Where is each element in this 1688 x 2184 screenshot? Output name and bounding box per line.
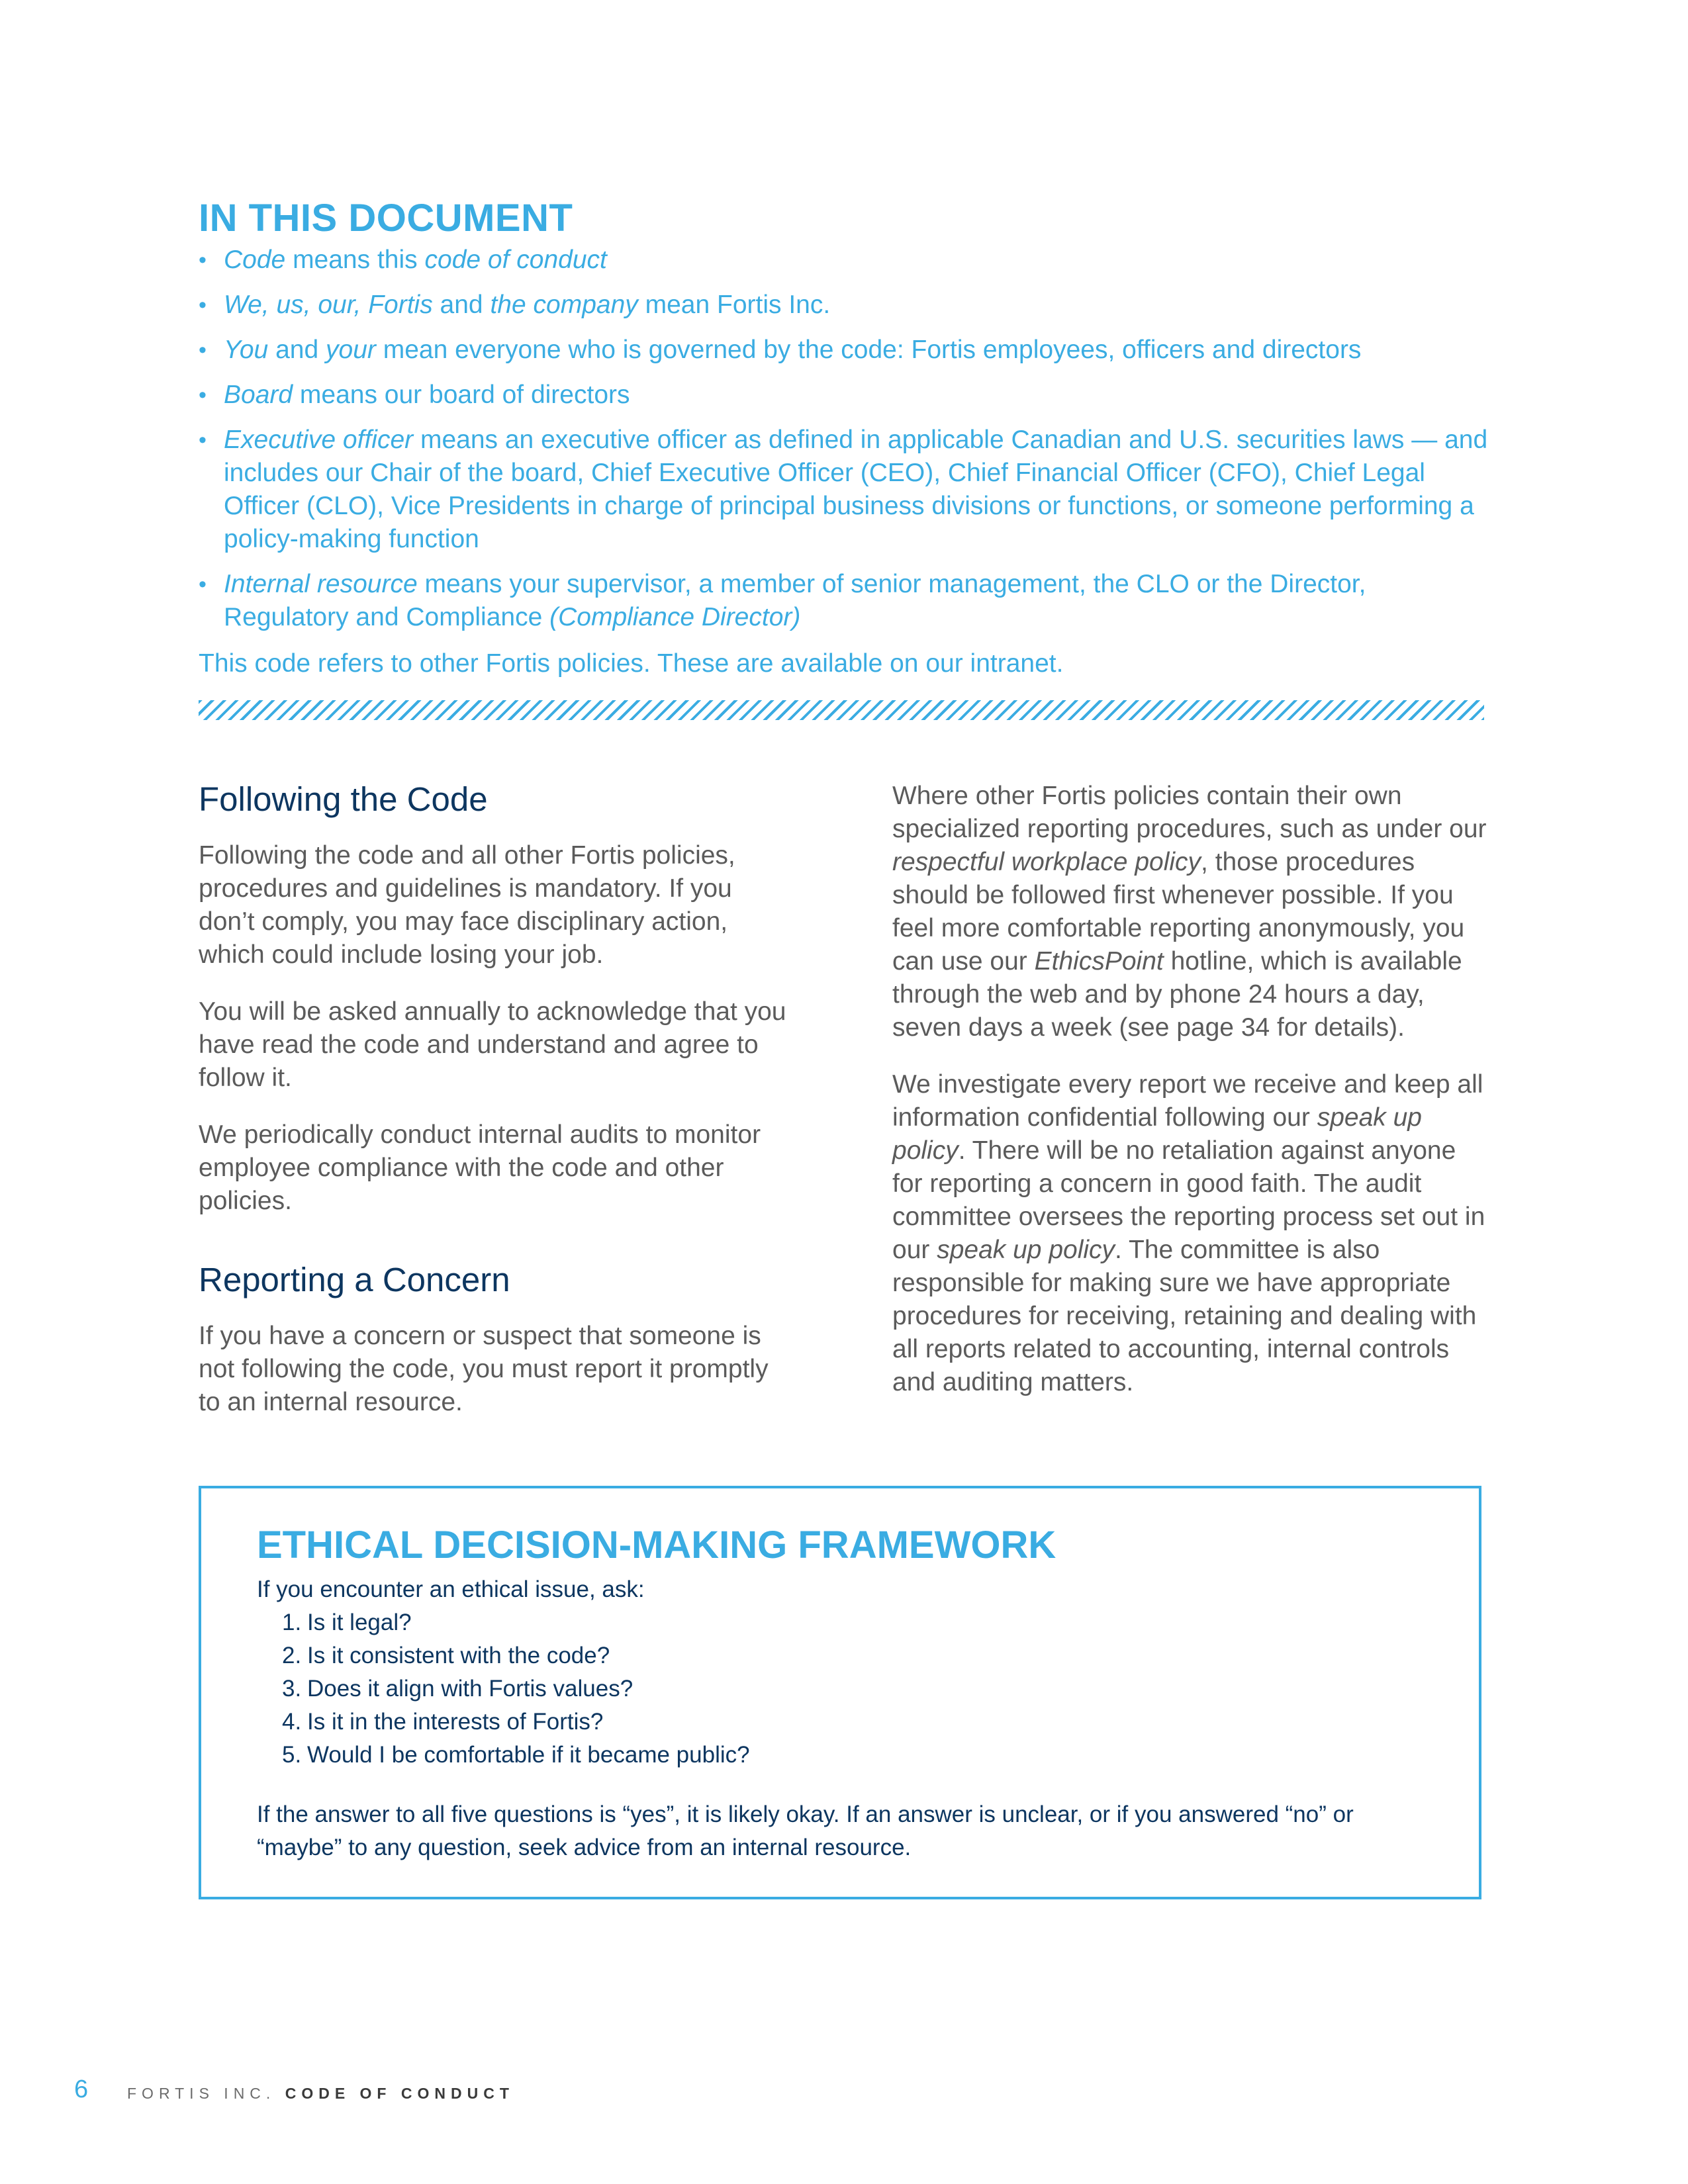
left-column [199, 780, 794, 1443]
definition-item: • You and your mean everyone who is governed by the code: Fortis employees, officers and directors [199, 334, 1496, 367]
italic-term: the company [490, 291, 638, 319]
italic-term: (Compliance Director) [549, 603, 801, 631]
definition-item: • Executive officer means an executive officer as defined in applicable Canadian and U.S. securities laws — and includes our Chair of the board, Chief Executive Officer (CEO), Chief Financial Officer (CFO), Chief Legal Officer (CLO), Vice Presidents in charge of principal business divisions or functions, or someone performing a policy-making function [199, 424, 1496, 556]
definition-item: • We, us, our, Fortis and the company mean Fortis Inc. [199, 289, 1496, 322]
framework-questions [282, 1606, 750, 1772]
italic-term: Executive officer [224, 426, 414, 454]
question-text: Does it align with Fortis values? [307, 1676, 633, 1702]
italic-term: speak up policy [937, 1236, 1115, 1264]
framework-title: ETHICAL DECISION-MAKING FRAMEWORK [257, 1524, 1056, 1567]
definition-item: • Code means this code of conduct [199, 244, 1496, 277]
question-item [282, 1606, 750, 1639]
paragraph: You will be asked annually to acknowledge that you have read the code and understand and agree to follow it. [199, 997, 786, 1092]
question-number: 4. [282, 1709, 302, 1735]
footer-company: FORTIS INC. [127, 2085, 276, 2102]
question-number: 2. [282, 1643, 302, 1668]
intranet-note: This code refers to other Fortis policies. These are available on our intranet. [199, 649, 1064, 678]
paragraph: If you have a concern or suspect that someone is not following the code, you must report it promptly to an internal resource. [199, 1322, 769, 1416]
question-number: 5. [282, 1742, 302, 1768]
question-text: Is it consistent with the code? [307, 1643, 610, 1668]
paragraph: We periodically conduct internal audits to monitor employee compliance with the code and other policies. [199, 1120, 761, 1215]
italic-term: Internal resource [224, 570, 418, 598]
italic-term: speak up policy [892, 1103, 1422, 1165]
definition-item: • Internal resource means your supervisor, a member of senior management, the CLO or the Director, Regulatory and Compliance (Compliance Director) [199, 568, 1496, 634]
paragraph: We investigate every report we receive and keep all information confidential following our speak up policy. There will be no retaliation against anyone for reporting a concern in good faith. The audit committee oversees the reporting process set out in our speak up policy. The committee is also responsible for making sure we have appropriate procedures for receiving, retaining and dealing with all reports related to accounting, internal controls and auditing matters. [892, 1070, 1485, 1396]
italic-term: Board [224, 381, 293, 409]
page-number: 6 [74, 2075, 89, 2103]
italic-term: your [326, 336, 376, 364]
footer-label [127, 2085, 514, 2103]
question-number: 3. [282, 1676, 302, 1702]
italic-term: You [224, 336, 269, 364]
definition-item: • Board means our board of directors [199, 379, 1496, 412]
section-title-reporting-a-concern: Reporting a Concern [199, 1261, 510, 1298]
framework-closing: If the answer to all five questions is “yes”, it is likely okay. If an answer is unclear, or if you answered “no” or “maybe” to any question, seek advice from an internal resource. [257, 1801, 1354, 1860]
paragraph: Where other Fortis policies contain their own specialized reporting procedures, such as under our respectful workplace policy, those procedures should be followed first whenever possible. If you feel more comfortable reporting anonymously, you can use our EthicsPoint hotline, which is available through the web and by phone 24 hours a day, seven days a week (see page 34 for details). [892, 782, 1487, 1042]
question-text: Would I be comfortable if it became public? [307, 1742, 750, 1768]
question-text: Is it in the interests of Fortis? [307, 1709, 604, 1735]
question-item [282, 1706, 750, 1739]
footer-document-title: CODE OF CONDUCT [285, 2085, 514, 2102]
italic-term: EthicsPoint [1034, 947, 1164, 976]
question-item [282, 1639, 750, 1672]
question-item [282, 1739, 750, 1772]
question-number: 1. [282, 1610, 302, 1635]
question-item [282, 1672, 750, 1706]
section-heading-in-this-document: IN THIS DOCUMENT [199, 197, 573, 240]
right-column [892, 780, 1488, 1423]
question-text: Is it legal? [307, 1610, 412, 1635]
italic-term: We, us, our, Fortis [224, 291, 433, 319]
italic-term: code of conduct [424, 246, 607, 274]
italic-term: respectful workplace policy [892, 848, 1201, 876]
ethical-framework-box [199, 1486, 1481, 1899]
definitions-list [199, 244, 1496, 646]
framework-intro: If you encounter an ethical issue, ask: [257, 1576, 645, 1602]
italic-term: Code [224, 246, 286, 274]
paragraph: Following the code and all other Fortis policies, procedures and guidelines is mandatory. If you don’t comply, you may face disciplinary action, which could include losing your job. [199, 841, 735, 969]
section-title-following-the-code: Following the Code [199, 780, 488, 818]
hatched-divider [199, 700, 1484, 720]
